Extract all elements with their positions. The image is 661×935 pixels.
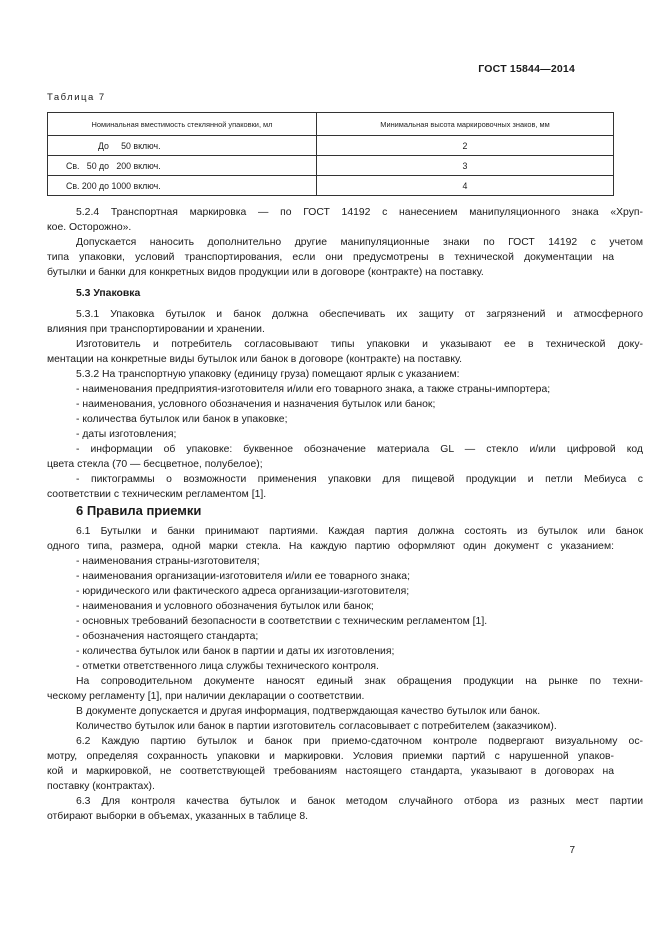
text-line: Изготовитель и потребитель согласовывают типы упаковки и указывают ее в технической доку- — [76, 339, 643, 350]
text-line: 6.2 Каждую партию бутылок и банок при приемо-сдаточном контроле подвергают визуальному ос- — [76, 736, 643, 747]
table-row — [48, 136, 614, 156]
table-cell-range: Св. 50 до 200 включ. — [48, 156, 317, 176]
text-line: Количество бутылок или банок в партии изготовитель согласовывает с потребителем (заказчиком). — [76, 721, 557, 732]
table-cell-range: Св. 200 до 1000 включ. — [48, 176, 317, 196]
list-item: - наименования предприятия-изготовителя и/или его товарного знака, а также страны-импортера; — [76, 384, 551, 395]
table-header-capacity: Номинальная вместимость стеклянной упаковки, мл — [48, 113, 317, 136]
text-line: кое. Осторожно». — [47, 222, 132, 233]
text-line: типа упаковки, условий транспортирования, если они предусмотрены в технической документации на — [47, 252, 614, 263]
table-cell-height: 2 — [317, 136, 614, 156]
list-item: - основных требований безопасности в соответствии с техническим регламентом [1]. — [76, 616, 488, 627]
list-item: - количества бутылок или банок в партии и даты их изготовления; — [76, 646, 395, 657]
table-cell-range: До 50 включ. — [48, 136, 317, 156]
page-number: 7 — [569, 845, 575, 856]
list-item: - информации об упаковке: буквенное обозначение материала GL — стекло и/или цифровой код — [76, 444, 643, 455]
section-heading-5-3: 5.3 Упаковка — [76, 288, 141, 299]
text-line: 5.3.2 На транспортную упаковку (единицу груза) помещают ярлык с указанием: — [76, 369, 460, 380]
text-line: В документе допускается и другая информация, подтверждающая качество бутылок или банок. — [76, 706, 541, 717]
text-line: влияния при транспортировании и хранении. — [47, 324, 265, 335]
section-heading-6: 6 Правила приемки — [76, 503, 202, 518]
text-line: цвета стекла (70 — бесцветное, полубелое); — [47, 459, 263, 470]
document-code: ГОСТ 15844—2014 — [478, 63, 575, 75]
list-item: - отметки ответственного лица службы технического контроля. — [76, 661, 379, 672]
text-line: кой и маркировкой, не соответствующей требованиям настоящего стандарта, указывают в договорах на — [47, 766, 614, 777]
list-item: - пиктограммы о возможности применения упаковки для пищевой продукции и петли Мебиуса с — [76, 474, 643, 485]
text-line: 6.3 Для контроля качества бутылок и банок методом случайного отбора из разных мест партии — [76, 796, 643, 807]
text-line: 5.3.1 Упаковка бутылок и банок должна обеспечивать их защиту от загрязнений и атмосферного — [76, 309, 643, 320]
list-item: - наименования и условного обозначения бутылок или банок; — [76, 601, 374, 612]
text-line: поставку (контрактах). — [47, 781, 155, 792]
list-item: - даты изготовления; — [76, 429, 177, 440]
text-line: Допускается наносить дополнительно другие манипуляционные знаки по ГОСТ 14192 с учетом — [76, 237, 643, 248]
list-item: - юридического или фактического адреса организации-изготовителя; — [76, 586, 410, 597]
text-line: 6.1 Бутылки и банки принимают партиями. Каждая партия должна состоять из бутылок или банок — [76, 526, 643, 537]
list-item: - количества бутылок или банок в упаковке; — [76, 414, 288, 425]
text-line: мотру, определяя сохранность упаковки и маркировки. Условия приемки партий с нарушенной упаков- — [47, 751, 614, 762]
text-line: ческому регламенту [1], при наличии декларации о соответствии. — [47, 691, 365, 702]
table-cell-height: 4 — [317, 176, 614, 196]
table-cell-height: 3 — [317, 156, 614, 176]
list-item: - обозначения настоящего стандарта; — [76, 631, 259, 642]
text-line: одного типа, размера, одной марки стекла. На каждую партию оформляют один документ с указанием: — [47, 541, 614, 552]
list-item: - наименования, условного обозначения и назначения бутылок или банок; — [76, 399, 436, 410]
table-row — [48, 176, 614, 196]
table-caption: Таблица 7 — [47, 92, 106, 103]
list-item: - наименования организации-изготовителя и/или ее товарного знака; — [76, 571, 410, 582]
text-line: ментации на конкретные виды бутылок или банок в договоре (контракте) на поставку. — [47, 354, 463, 365]
table-row — [48, 156, 614, 176]
text-line: отбирают выборки в объемах, указанных в таблице 8. — [47, 811, 309, 822]
table-7 — [47, 112, 614, 196]
text-line: бутылки и банки для конкретных видов продукции или в договоре (контракте) на поставку. — [47, 267, 484, 278]
text-line: соответствии с техническим регламентом [1]. — [47, 489, 267, 500]
text-line: На сопроводительном документе наносят единый знак обращения продукции на рынке по техни- — [76, 676, 643, 687]
text-line: 5.2.4 Транспортная маркировка — по ГОСТ 14192 с нанесением манипуляционного знака «Хруп- — [76, 207, 643, 218]
list-item: - наименования страны-изготовителя; — [76, 556, 260, 567]
table-header-marking-height: Минимальная высота маркировочных знаков, мм — [317, 113, 614, 136]
